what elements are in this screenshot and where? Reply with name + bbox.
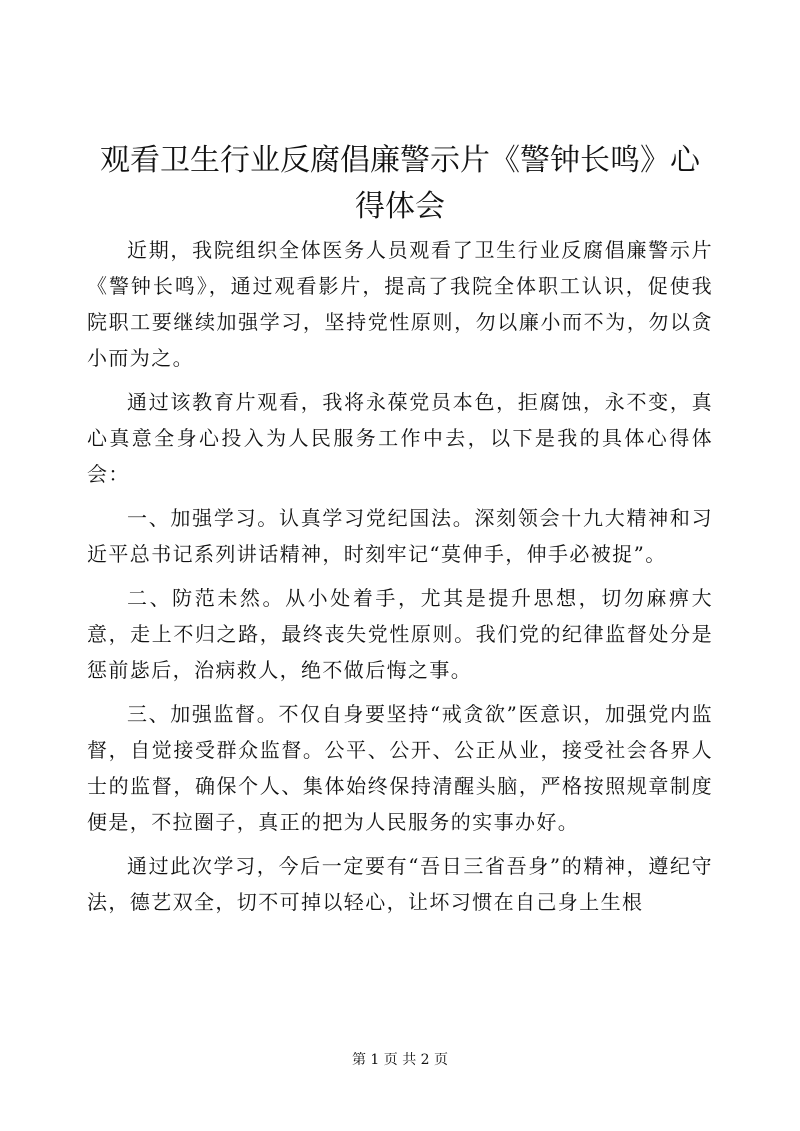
paragraph-point-1: 一、加强学习。认真学习党纪国法。深刻领会十九大精神和习近平总书记系列讲话精神，时刻牢记“莫伸手，伸手必被捉”。 [87,506,713,566]
page-footer: 第 1 页 共 2 页 [351,1052,449,1068]
paragraph-intro: 近期，我院组织全体医务人员观看了卫生行业反腐倡廉警示片《警钟长鸣》，通过观看影片，提高了我院全体职工认识，促使我院职工要继续加强学习，坚持党性原则，勿以廉小而不为，勿以贪小而为之。 [87,238,713,370]
document-body [87,232,713,928]
paragraph-point-3: 三、加强监督。不仅自身要坚持“戒贪欲”医意识，加强党内监督，自觉接受群众监督。公平、公开、公正从业，接受社会各界人士的监督，确保个人、集体始终保持清醒头脑，严格按照规章制度便是，不拉圈子，真正的把为人民服务的实事办好。 [87,702,713,834]
paragraph-conclusion: 通过此次学习，今后一定要有“吾日三省吾身”的精神，遵纪守法，德艺双全，切不可掉以轻心，让坏习惯在自己身上生根 [87,854,713,914]
paragraph-point-2: 二、防范未然。从小处着手，尤其是提升思想，切勿麻痹大意，走上不归之路，最终丧失党性原则。我们党的纪律监督处分是惩前毖后，治病救人，绝不做后悔之事。 [87,586,713,682]
document-title: 观看卫生行业反腐倡廉警示片《警钟长鸣》心得体会 [100,143,700,224]
paragraph-commitment: 通过该教育片观看，我将永葆党员本色，拒腐蚀，永不变，真心真意全身心投入为人民服务工作中去，以下是我的具体心得体会： [87,390,713,486]
